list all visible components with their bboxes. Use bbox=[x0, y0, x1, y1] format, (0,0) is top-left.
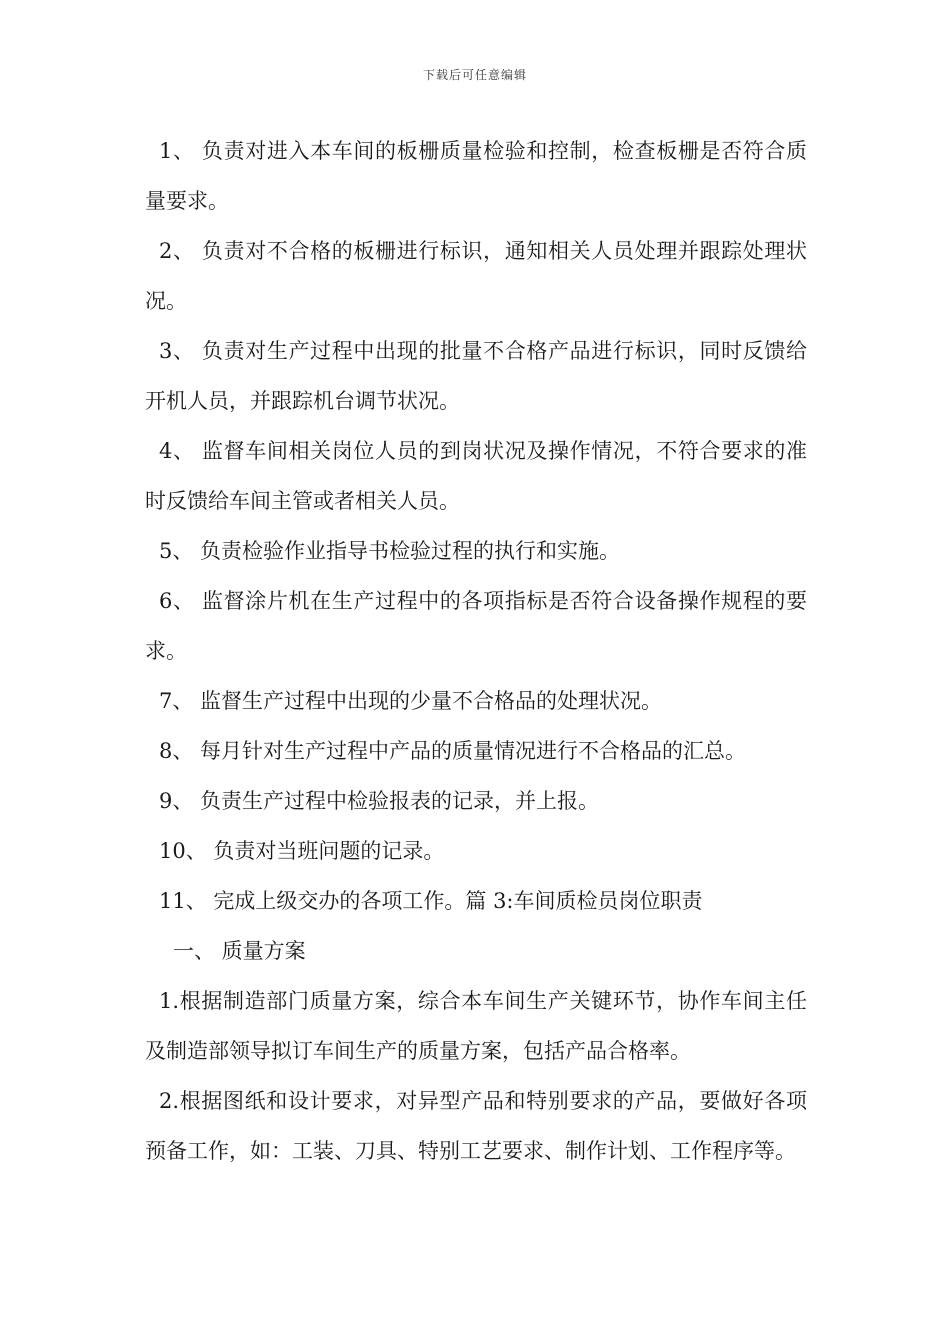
paragraph-1: 1、 负责对进入本车间的板栅质量检验和控制，检查板栅是否符合质量要求。 bbox=[145, 139, 807, 213]
paragraph-3: 3、 负责对生产过程中出现的批量不合格产品进行标识，同时反馈给开机人员，并跟踪机台调节状况。 bbox=[145, 339, 807, 413]
paragraph-11: 11、 完成上级交办的各项工作。篇 3:车间质检员岗位职责 bbox=[159, 889, 703, 913]
paragraph-plan-2: 2.根据图纸和设计要求，对异型产品和特别要求的产品，要做好各项预备工作，如：工装、刀具、特别工艺要求、制作计划、工作程序等。 bbox=[145, 1089, 807, 1163]
paragraph-7: 7、 监督生产过程中出现的少量不合格品的处理状况。 bbox=[159, 689, 663, 713]
paragraph-plan-1: 1.根据制造部门质量方案，综合本车间生产关键环节，协作车间主任及制造部领导拟订车间生产的质量方案，包括产品合格率。 bbox=[145, 989, 807, 1063]
paragraph-8: 8、 每月针对生产过程中产品的质量情况进行不合格品的汇总。 bbox=[159, 739, 747, 763]
paragraph-9: 9、 负责生产过程中检验报表的记录，并上报。 bbox=[159, 789, 600, 813]
paragraph-5: 5、 负责检验作业指导书检验过程的执行和实施。 bbox=[159, 539, 621, 563]
paragraph-10: 10、 负责对当班问题的记录。 bbox=[159, 839, 445, 863]
paragraph-2: 2、 负责对不合格的板栅进行标识，通知相关人员处理并跟踪处理状况。 bbox=[145, 239, 807, 313]
header-note: 下载后可任意编辑 bbox=[422, 68, 527, 82]
section-heading-quality-plan: 一、 质量方案 bbox=[173, 939, 306, 963]
paragraph-4: 4、 监督车间相关岗位人员的到岗状况及操作情况，不符合要求的准时反馈给车间主管或者相关人员。 bbox=[145, 439, 807, 513]
paragraph-6: 6、 监督涂片机在生产过程中的各项指标是否符合设备操作规程的要求。 bbox=[145, 589, 807, 663]
document-body bbox=[145, 126, 807, 1176]
